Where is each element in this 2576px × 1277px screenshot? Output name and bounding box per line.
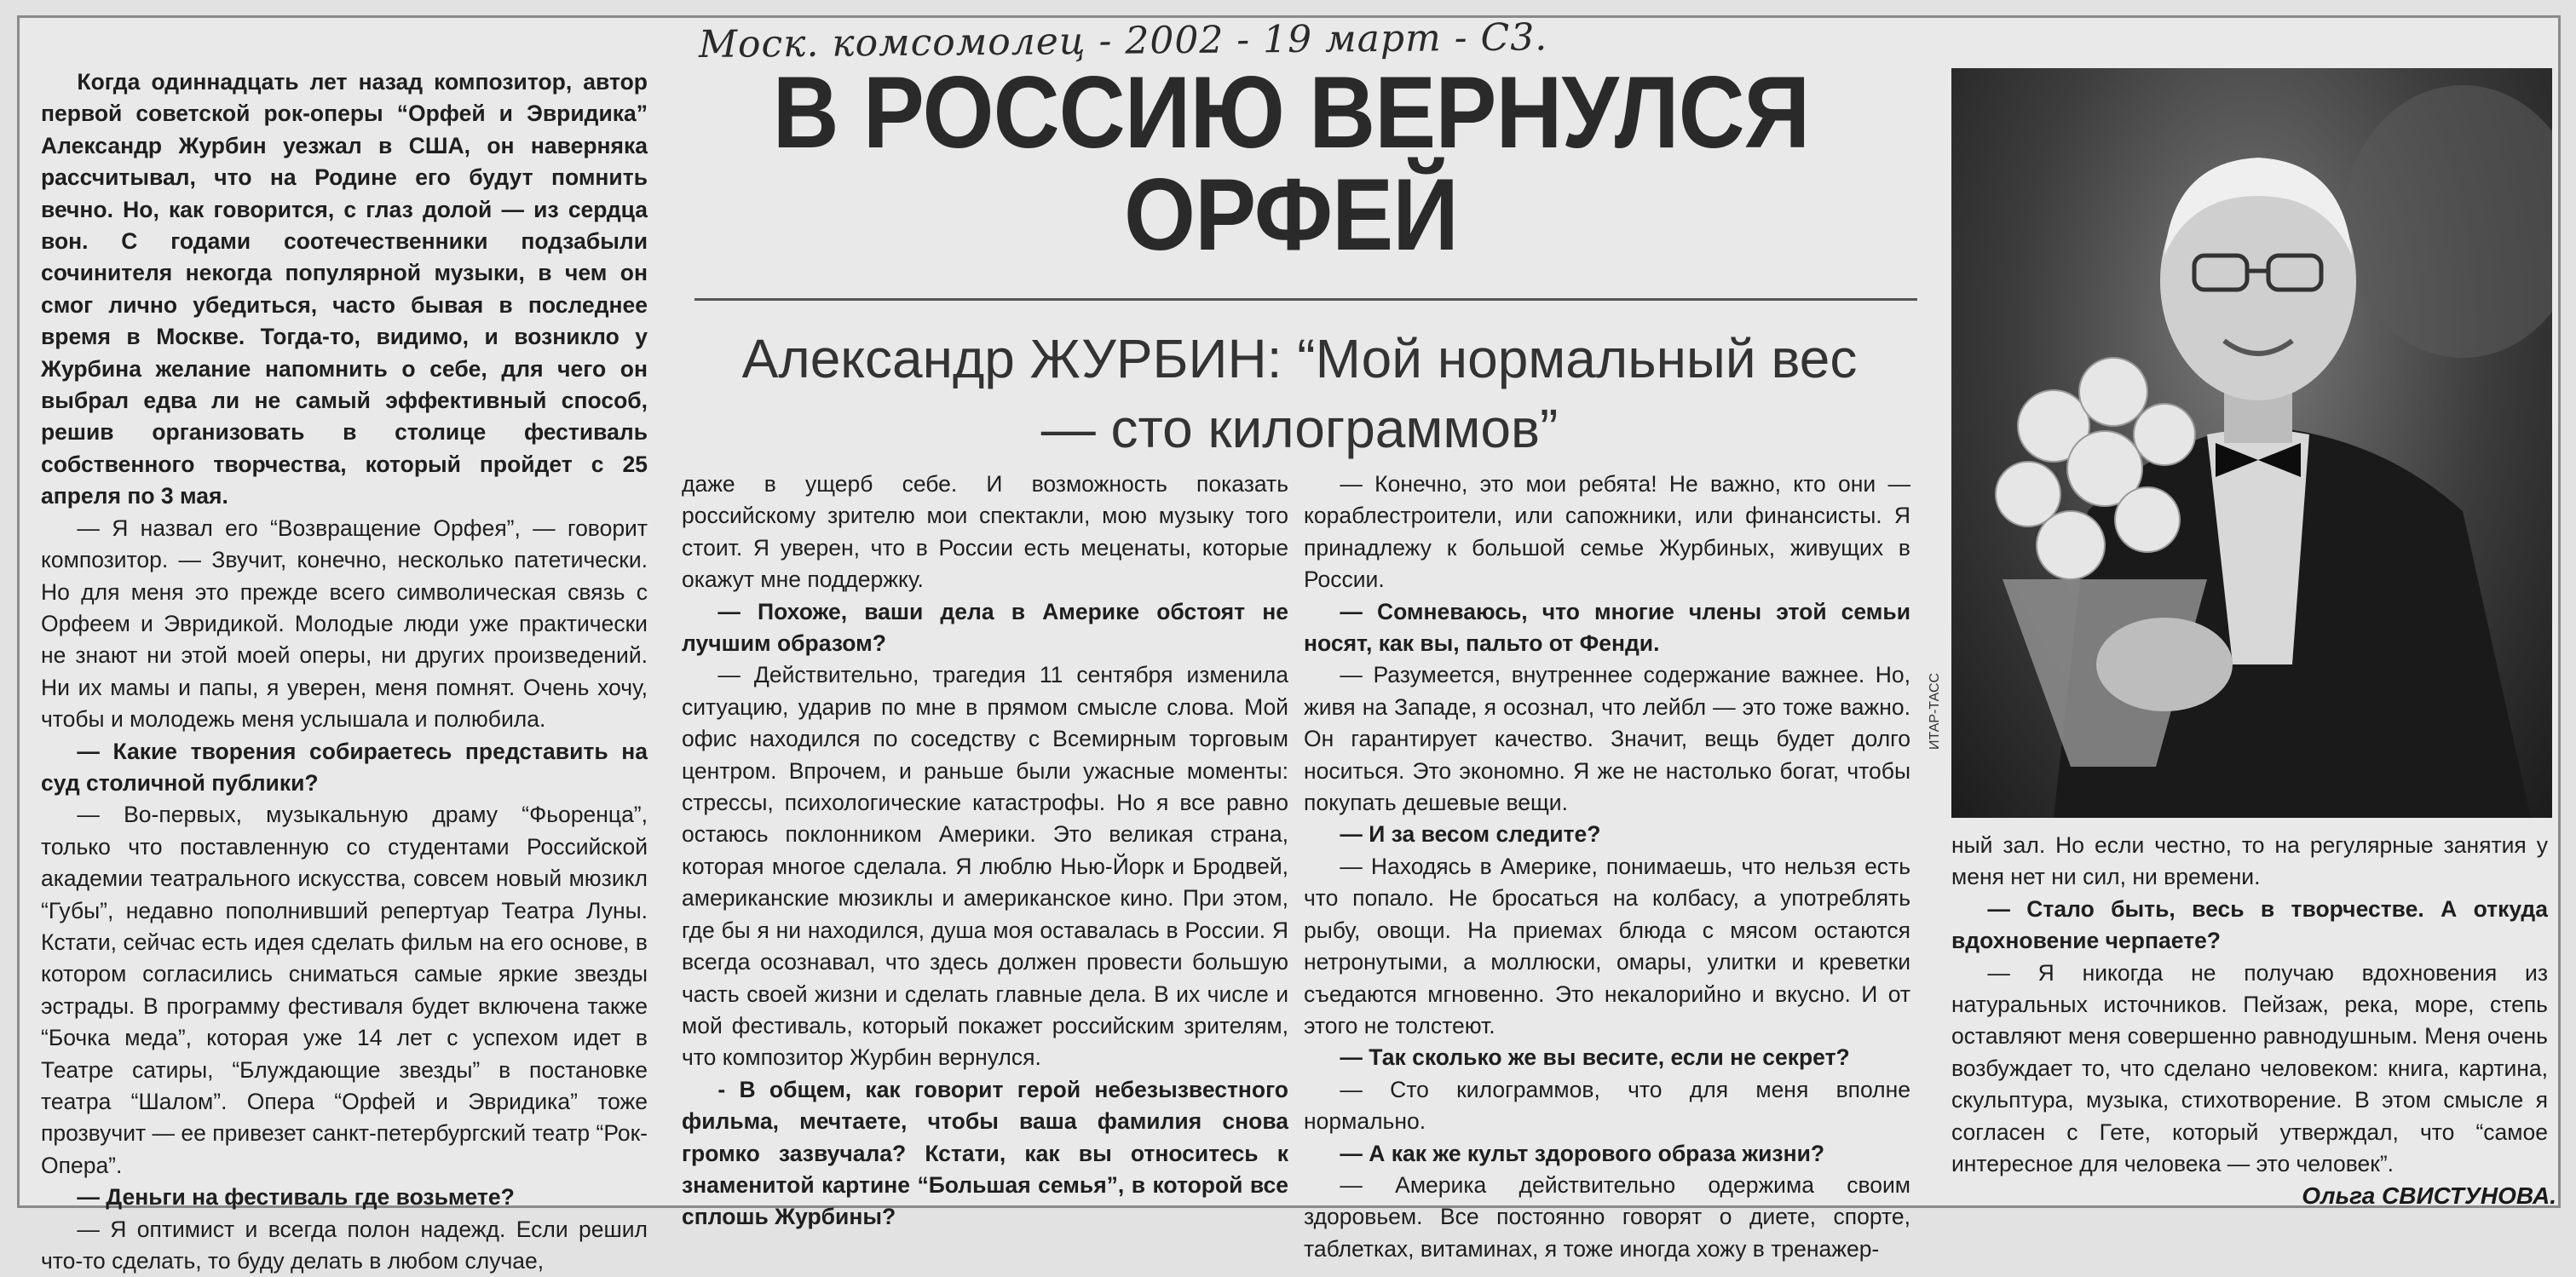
headline [735,55,1847,272]
text-paragraph: — Во-первых, музыкальную драму “Фьоренца”, только что поставленную со студентами Российской академии театрального искусства, совсем новый мюзикл “Губы”, недавно пополнивший репертуар Театра Луны. Кстати, сейчас есть идея сделать фильм на его основе, в котором согласились сниматься самые яркие звезды эстрады. В программу фестиваля будет включена также “Бочка меда”, которая уже 14 лет с успехом идет в Театре сатиры, “Блуждающие звезды” в постановке театра “Шалом”. Опера “Орфей и Эвридика” тоже прозвучит — ее привезет санкт-петербургский театр “Рок-Опера”. [41,802,648,1178]
subheadline-line-1: Александр ЖУРБИН: “Мой нормальный вес [741,328,1858,389]
question-paragraph: — Похоже, ваши дела в Америке обстоят не лучшим образом? [682,598,1288,657]
subheadline-line-2: — сто килограммов” [1040,398,1559,459]
headline-rule [694,298,1917,301]
text-paragraph: — Я назвал его “Возвращение Орфея”, — говорит композитор. — Звучит, конечно, несколько патетически. Но для меня это прежде всего символическая связь с Орфеем и Эвридикой. Молодые люди уже практически не знают ни этой моей оперы, ни других произведений. Ни их мамы и папы, я уверен, меня помнят. Очень хочу, чтобы и молодежь меня услышала и полюбила. [41,515,648,733]
headline-line-2: ОРФЕЙ [1124,158,1458,272]
question-paragraph: — А как же культ здорового образа жизни? [1340,1140,1825,1166]
handwritten-note: Моск. комсомолец - 2002 - 19 март - С3. [698,15,1548,67]
author-signature: Ольга СВИСТУНОВА. [2302,1182,2556,1209]
text-paragraph: даже в ущерб себе. И возможность показать российскому зрителю мои спектакли, мою музыку того стоит. Я уверен, что в России есть меценаты, которые окажут мне поддержку. [682,471,1288,593]
question-paragraph: — И за весом следите? [1340,821,1601,848]
column-3 [1304,469,1910,1265]
text-paragraph: — Я никогда не получаю вдохновения из натуральных источников. Пейзаж, река, море, степь оставляют меня совершенно равнодушным. Меня очень возбуждает то, что сделано человеком: книга, картина, скульптура, музыка, стихотворение. В этом смысле я согласен с Гете, который утверждал, что “самое интересное для человека — это человек”. [1951,959,2548,1177]
question-paragraph: — Так сколько же вы весите, если не секрет? [1340,1044,1850,1071]
text-paragraph: — Конечно, это мои ребята! Не важно, кто они — кораблестроители, или сапожники, или финансисты. Я принадлежу к большой семье Журбиных, живущих в России. [1304,471,1910,593]
headline-line-1: В РОССИЮ ВЕРНУЛСЯ [772,55,1810,170]
question-paragraph: — Какие творения собираетесь представить на суд столичной публики? [41,738,648,796]
photo-credit: ИТАР-ТАСС [1928,672,1942,750]
question-paragraph: — Стало быть, весь в творчестве. А откуда вдохновение черпаете? [1951,895,2548,954]
column-1 [41,66,648,1277]
text-paragraph: — Сто килограммов, что для меня вполне нормально. [1304,1076,1910,1135]
text-paragraph: — Действительно, трагедия 11 сентября изменила ситуацию, ударив по мне в прямом смысле слова. Мой офис находился по соседству с Всемирным торговым центром. Впрочем, и раньше были ужасные моменты: стрессы, психологические катастрофы. Но я все равно остаюсь поклонником Америки. Это великая страна, которая многое сделала. Я люблю Нью-Йорк и Бродвей, американские мюзиклы и американское кино. При этом, где бы я ни находился, душа моя оставалась в России. Я всегда осознавал, что здесь должен провести большую часть своей жизни и сделать главные дела. В их числе и мой фестиваль, который покажет российским зрителям, что композитор Журбин вернулся. [682,662,1288,1071]
text-paragraph: Когда одиннадцать лет назад композитор, автор первой советской рок-оперы “Орфей и Эвридика” Александр Журбин уезжал в США, он наверняка рассчитывал, что на Родине его будут помнить вечно. Но, как говорится, с глаз долой — из сердца вон. С годами соотечественники подзабыли сочинителя некогда популярной музыки, в чем он смог лично убедиться, часто бывая в последнее время в Москве. Тогда-то, видимо, и возникло у Журбина желание напомнить о себе, для чего он выбрал едва ли не самый эффективный способ, решив организовать в столице фестиваль собственного творчества, который пройдет с 25 апреля по 3 мая. [41,69,648,509]
text-paragraph: — Находясь в Америке, понимаешь, что нельзя есть что попало. Не бросаться на колбасу, а употреблять рыбу, овощи. На приемах блюда с мясом остаются нетронутыми, а моллюски, омары, улитки и креветки съедаются мгновенно. Это некалорийно и вкусно. И от этого не толстеют. [1304,853,1910,1038]
subheadline [682,324,1917,463]
question-paragraph: — Деньги на фестиваль где возьмете? [77,1184,515,1211]
photo-portrait [1951,68,2552,818]
portrait-illustration [1951,68,2552,818]
column-2 [682,469,1288,1234]
text-paragraph: ный зал. Но если честно, то на регулярные занятия у меня нет ни сил, ни времени. [1951,832,2548,890]
text-paragraph: — Америка действительно одержима своим здоровьем. Все постоянно говорят о диете, спорте, таблетках, витаминах, я тоже иногда хожу в тренажер- [1304,1171,1910,1262]
text-paragraph: — Я оптимист и всегда полон надежд. Если решил что-то сделать, то буду делать в любом случае, [41,1216,648,1274]
column-4 [1951,830,2548,1180]
question-paragraph: - В общем, как говорит герой небезызвестного фильма, мечтаете, чтобы ваша фамилия снова громко зазвучала? Кстати, как вы относитесь к знаменитой картине “Большая семья”, в которой все сплошь Журбины? [682,1076,1288,1230]
question-paragraph: — Сомневаюсь, что многие члены этой семьи носят, как вы, пальто от Фенди. [1304,598,1910,657]
text-paragraph: — Разумеется, внутреннее содержание важнее. Но, живя на Западе, я осознал, что лейбл — это тоже важно. Он гарантирует качество. Значит, вещь будет долго носиться. Это экономно. Я же не настолько богат, чтобы покупать дешевые вещи. [1304,662,1910,816]
